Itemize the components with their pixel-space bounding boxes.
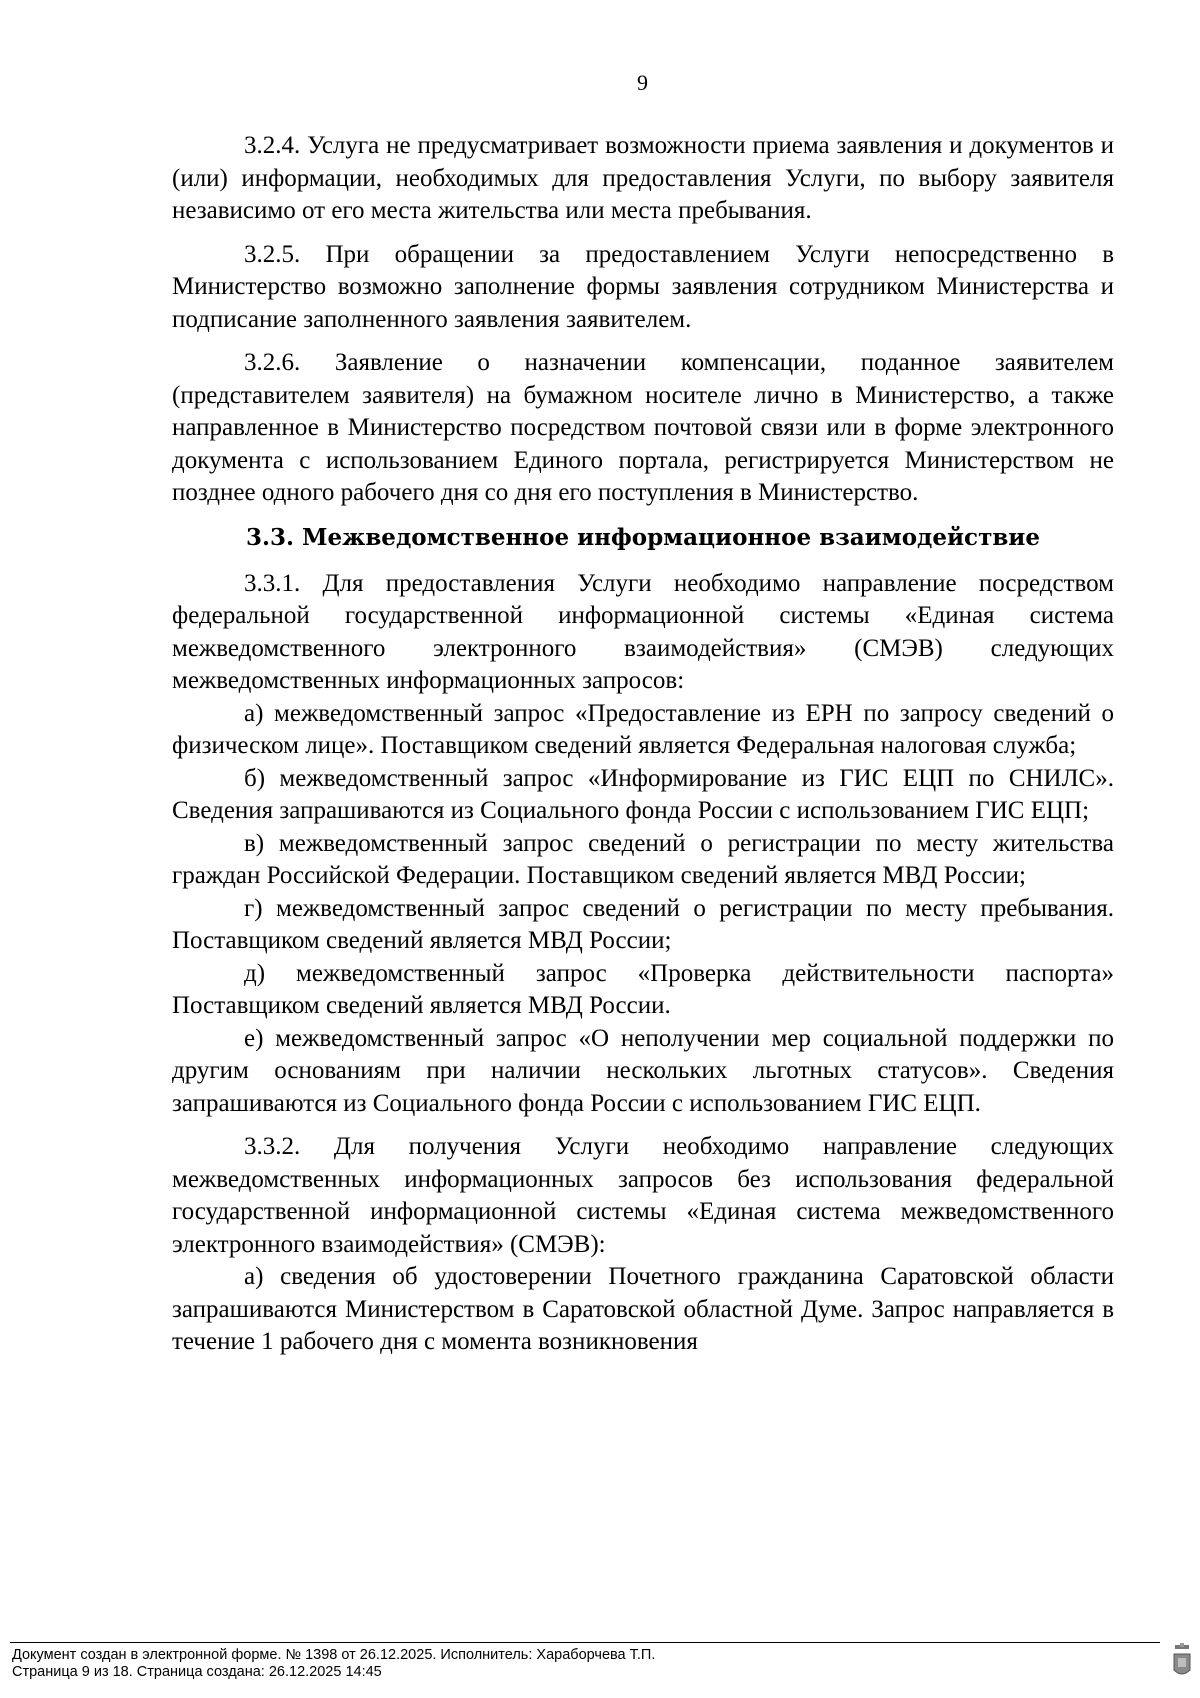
list-item-g: г) межведомственный запрос сведений о регистрации по месту пребывания. Поставщиком сведений является МВД России; <box>172 894 1114 954</box>
list-item-v: в) межведомственный запрос сведений о регистрации по месту жительства граждан Российской Федерации. Поставщиком сведений является МВД России; <box>172 829 1114 889</box>
footer-divider <box>10 1642 1160 1643</box>
section-heading-3-3: 3.3. Межведомственное информационное взаимодействие <box>245 523 1040 551</box>
footer <box>12 1647 655 1681</box>
list-item-a2: а) сведения об удостоверении Почетного гражданина Саратовской области запрашиваются Министерством в Саратовской областной Думе. Запрос направляется в течение 1 рабочего дня с момента возникновения <box>172 1263 1114 1355</box>
list-item-a: а) межведомственный запрос «Предоставление из ЕРН по запросу сведений о физическом лице». Поставщиком сведений является Федеральная налоговая служба; <box>172 699 1114 759</box>
coat-of-arms-icon <box>1172 1642 1192 1680</box>
paragraph-3-2-6: 3.2.6. Заявление о назначении компенсации, поданное заявителем (представителем заявителя) на бумажном носителе лично в Министерство, а также направленное в Министерство посредством почтовой связи или в форме электронного документа с использованием Единого портала, регистрируется Министерством не позднее одного рабочего дня со дня его поступления в Министерство. <box>172 349 1114 506</box>
footer-line-page-info: Страница 9 из 18. Страница создана: 26.12.2025 14:45 <box>12 1664 382 1680</box>
list-item-b: б) межведомственный запрос «Информирование из ГИС ЕЦП по СНИЛС». Сведения запрашиваются из Социального фонда России с использованием ГИС ЕЦП; <box>172 764 1114 824</box>
paragraph-3-3-1: 3.3.1. Для предоставления Услуги необходимо направление посредством федеральной государственной информационной системы «Единая система межведомственного электронного взаимодействия» (СМЭВ) следующих межведомственных информационных запросов: <box>172 569 1114 694</box>
document-body <box>172 130 1114 1359</box>
page-number: 9 <box>637 70 648 95</box>
paragraph-3-3-2: 3.3.2. Для получения Услуги необходимо направление следующих межведомственных информационных запросов без использования федеральной государственной информационной системы «Единая система межведомственного электронного взаимодействия» (СМЭВ): <box>172 1133 1114 1258</box>
footer-line-document-info: Документ создан в электронной форме. № 1398 от 26.12.2025. Исполнитель: Хараборчева Т.П. <box>12 1647 656 1663</box>
paragraph-3-2-4: 3.2.4. Услуга не предусматривает возможности приема заявления и документов и (или) информации, необходимых для предоставления Услуги, по выбору заявителя независимо от его места жительства или места пребывания. <box>172 132 1114 224</box>
list-item-e: е) межведомственный запрос «О неполучении мер социальной поддержки по другим основаниям при наличии нескольких льготных статусов». Сведения запрашиваются из Социального фонда России с использованием ГИС ЕЦП. <box>172 1024 1114 1117</box>
list-item-d: д) межведомственный запрос «Проверка действительности паспорта» Поставщиком сведений является МВД России. <box>172 959 1114 1019</box>
paragraph-3-2-5: 3.2.5. При обращении за предоставлением Услуги непосредственно в Министерство возможно заполнение формы заявления сотрудником Министерства и подписание заполненного заявления заявителем. <box>172 240 1114 333</box>
